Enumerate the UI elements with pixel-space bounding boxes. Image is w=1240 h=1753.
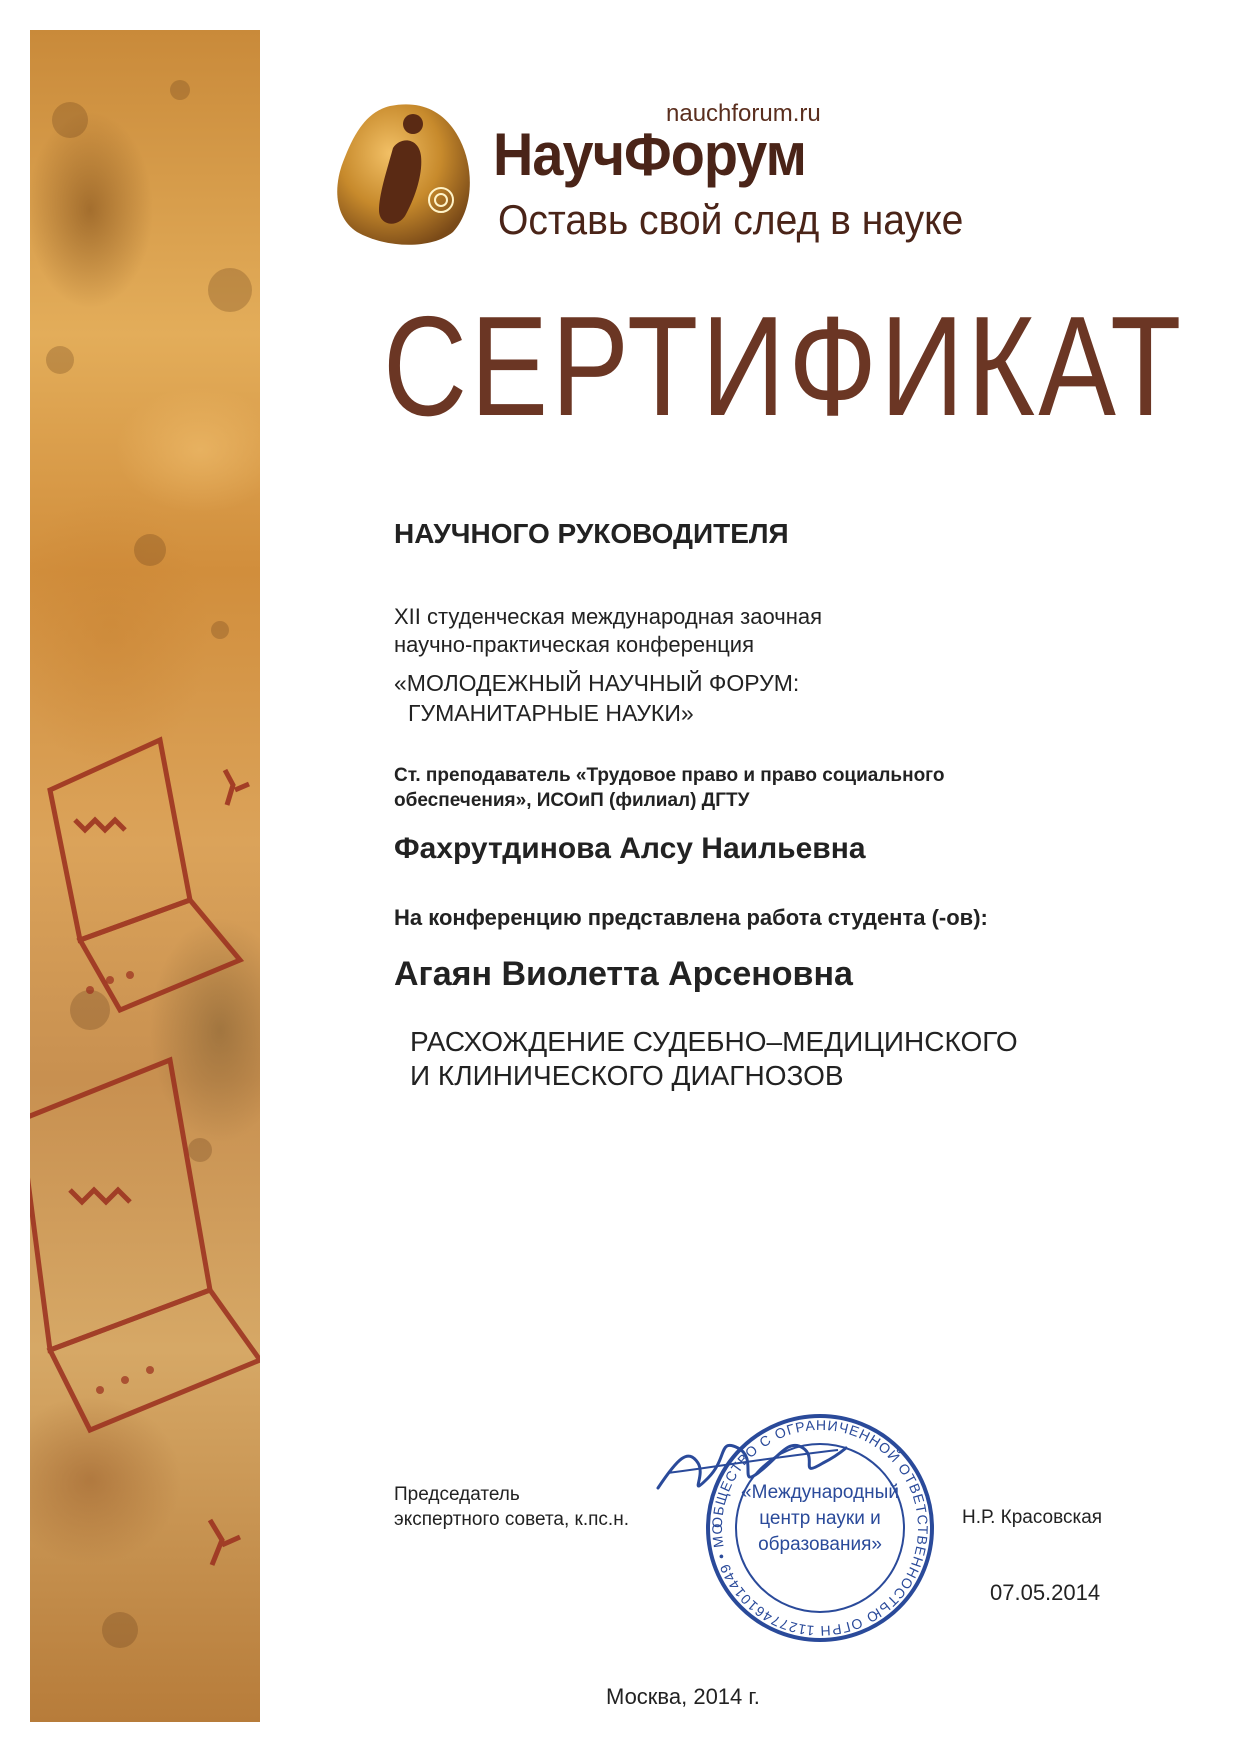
work-title-line-1: РАСХОЖДЕНИЕ СУДЕБНО–МЕДИЦИНСКОГО <box>410 1026 1018 1057</box>
work-title-line-2: И КЛИНИЧЕСКОГО ДИАГНОЗОВ <box>410 1060 844 1091</box>
chair-title <box>394 1482 629 1532</box>
chair-line-2: экспертного совета, к.пс.н. <box>394 1509 629 1530</box>
position-line-1: Ст. преподаватель «Трудовое право и право социального <box>394 765 945 786</box>
city-year: Москва, 2014 г. <box>606 1684 760 1709</box>
student-label: На конференцию представлена работа студента (-ов): <box>394 905 988 930</box>
brand-slogan: Оставь свой след в науке <box>498 196 964 243</box>
footprint-stone-icon <box>335 100 475 248</box>
signer-name: Н.Р. Красовская <box>962 1507 1103 1528</box>
conference-name <box>394 668 799 728</box>
stamp-line-2: центр науки и <box>759 1508 881 1529</box>
chair-line-1: Председатель <box>394 1484 520 1505</box>
issue-date: 07.05.2014 <box>990 1580 1101 1605</box>
brand-url: nauchforum.ru <box>666 100 821 127</box>
handwritten-signature <box>648 1418 848 1518</box>
supervisor-position <box>394 763 1034 813</box>
conference-name-line-1: «МОЛОДЕЖНЫЙ НАУЧНЫЙ ФОРУМ: <box>394 670 800 696</box>
conference-description <box>394 603 822 659</box>
cave-painting-laptops-illustration <box>30 30 260 1722</box>
stamp-ring-text: ОБЩЕСТВО С ОГРАНИЧЕННОЙ ОТВЕТСТВЕННОСТЬЮ ОГРН 1127746101449 • МО <box>708 1416 932 1640</box>
student-name: Агаян Виолетта Арсеновна <box>394 955 853 993</box>
decorative-side-strip <box>30 30 260 1722</box>
conference-line-2: научно-практическая конференция <box>394 632 755 657</box>
certificate-title: СЕРТИФИКАТ <box>383 287 1185 446</box>
certificate-role: НАУЧНОГО РУКОВОДИТЕЛЯ <box>394 518 789 549</box>
supervisor-name: Фахрутдинова Алсу Наильевна <box>394 832 866 865</box>
brand-name: НаучФорум <box>493 121 807 188</box>
position-line-2: обеспечения», ИСОиП (филиал) ДГТУ <box>394 790 750 811</box>
conference-line-1: XII студенческая международная заочная <box>394 604 823 629</box>
conference-name-line-2: ГУМАНИТАРНЫЕ НАУКИ» <box>408 700 694 726</box>
stamp-line-1: «Международный <box>741 1482 899 1503</box>
work-title <box>410 1025 1018 1093</box>
stamp-line-3: образования» <box>758 1534 882 1555</box>
